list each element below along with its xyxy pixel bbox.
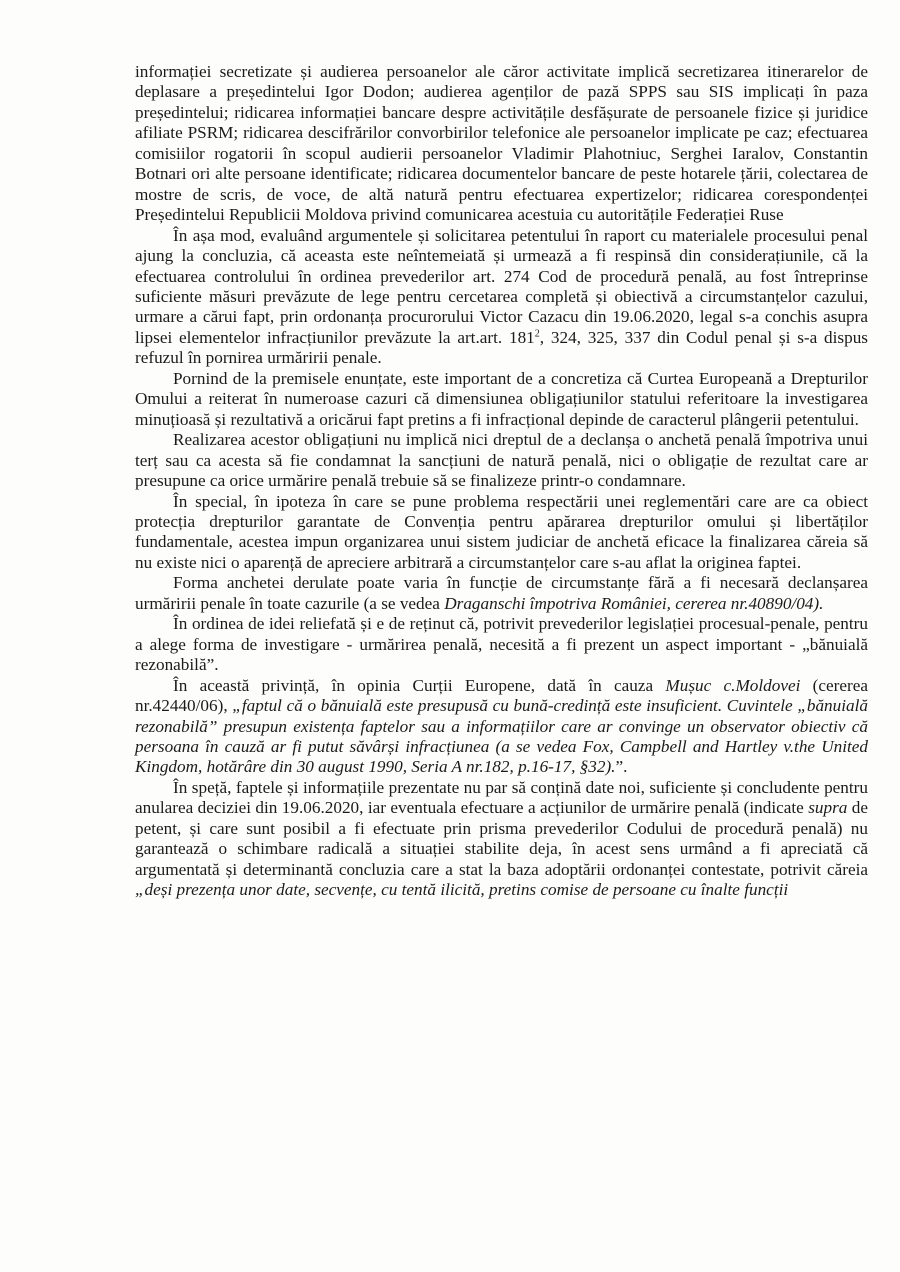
paragraph-text: informației secretizate și audierea persoanelor ale căror activitate implică secretizarea itinerarelor de deplasare a președintelui Igor Dodon; audierea agenților de pază SPPS sau SIS implicați în paza președintelui; ridicarea informației bancare despre activitățile desfășurate de persoanele fizice și juridice afiliate PSRM; ridicarea descifrărilor convorbirilor telefonice ale persoanelor implicate pe caz; efectuarea comisiilor rogatorii în scopul audierii persoanelor Vladimir Plahotniuc, Serghei Iaralov, Constantin Botnari ori alte persoane identificate; ridicarea documentelor bancare de peste hotarele țării, colectarea de mostre de scris, de voce, de altă natură pentru efectuarea expertizelor; ridicarea corespondenței Președintelui Republicii Moldova privind comunicarea acestuia cu autoritățile Federației Ruse bbox=[135, 62, 868, 225]
paragraph bbox=[135, 430, 868, 491]
italic-text: „deși prezența unor date, secvențe, cu tentă ilicită, pretins comise de persoane cu înalte funcții bbox=[135, 880, 789, 900]
paragraph-text: Pornind de la premisele enunțate, este important de a concretiza că Curtea Europeană a Drepturilor Omului a reiterat în numeroase cazuri că dimensiunea obligațiunilor statului referitoare la investigarea minuțioasă și rezultativă a oricărui fapt pretins a fi infracțional depinde de caracterul plângerii petentului. bbox=[135, 368, 868, 429]
paragraph-text: În speță, faptele și informațiile prezentate nu par să conțină date noi, suficiente și concludente pentru anularea deciziei din 19.06.2020, iar eventuala efectuare a acțiunilor de urmărire penală (indicate bbox=[135, 777, 868, 818]
paragraph-text: (cererea nr.42440/06), bbox=[135, 675, 868, 716]
paragraph-text: În această privință, în opinia Curții Europene, dată în cauza bbox=[173, 675, 666, 695]
italic-text: Mușuc c.Moldovei bbox=[665, 675, 801, 695]
paragraph-text: Forma anchetei derulate poate varia în funcție de circumstanțe fără a fi necesară declanșarea urmăririi penale în toate cazurile (a se vedea bbox=[135, 573, 868, 613]
paragraph-text: În așa mod, evaluând argumentele și solicitarea petentului în raport cu materialele procesului penal ajung la concluzia, că aceasta este neîntemeiată și urmează a fi respinsă din considerațiunile, că la efectuarea controlului în ordinea prevederilor art. 274 Cod de procedură penală, au fost întreprinse suficiente măsuri prevăzute de lege pentru cercetarea completă și obiectivă a circumstanțelor cazului, urmare a cărui fapt, prin ordonanța procurorului Victor Cazacu din 19.06.2020, legal s-a conchis asupra lipsei elementelor infracțiunilor prevăzute la art.art. 181 bbox=[135, 225, 868, 347]
paragraph bbox=[135, 226, 868, 369]
paragraph-text: În ordinea de idei reliefată și e de reținut că, potrivit prevederilor legislației procesual-penale, pentru a alege forma de investigare - urmărirea penală, necesită a fi prezent un aspect important - „bănuială rezonabilă”. bbox=[135, 614, 868, 675]
paragraph-text: ”. bbox=[615, 757, 628, 777]
paragraph-text: , 324, 325, 337 din Codul penal și s-a dispus refuzul în pornirea urmăririi penale. bbox=[135, 327, 868, 368]
italic-text: Draganschi împotriva României, cererea nr.40890/04). bbox=[444, 593, 824, 613]
document-body bbox=[135, 62, 868, 901]
paragraph-text: de petent, și care sunt posibil a fi efectuate prin prisma prevederilor Codului de procedură penală) nu garantează o schimbare radicală a situației stabilite deja, în acest sens urmând a fi apreciată că argumentată și determinantă concluzia care a stat la baza adoptării ordonanței contestate, potrivit căreia bbox=[135, 798, 868, 879]
paragraph bbox=[135, 778, 868, 901]
paragraph bbox=[135, 369, 868, 430]
paragraph bbox=[135, 62, 868, 226]
paragraph bbox=[135, 676, 868, 778]
superscript: 2 bbox=[534, 328, 540, 340]
paragraph bbox=[135, 492, 868, 574]
paragraph-text: Realizarea acestor obligațiuni nu implică nici dreptul de a declanșa o anchetă penală împotriva unui terț sau ca acesta să fie condamnat la sancțiuni de natură penală, nici o obligație de rezultat care ar presupune ca orice urmărire penală trebuie să se finalizeze printr-o condamnare. bbox=[135, 430, 868, 491]
italic-text: supra bbox=[808, 798, 848, 818]
paragraph bbox=[135, 614, 868, 675]
paragraph-text: În special, în ipoteza în care se pune problema respectării unei reglementări care are ca obiect protecția drepturilor garantate de Convenția pentru apărarea drepturilor omului și libertăților fundamentale, acestea impun organizarea unui sistem judiciar de anchetă eficace la finalizarea căreia să nu existe nici o aparență de apreciere arbitrară a circumstanțelor care s-au aflat la originea faptei. bbox=[135, 491, 868, 572]
italic-text: „faptul că o bănuială este presupusă cu bună-credință este insuficient. Cuvintele „bănuială rezonabilă” presupun existența faptelor sau a informațiilor care ar convinge un observator obiectiv că persoana în cauză ar fi putut săvârși infracțiunea (a se vedea Fox, Campbell and Hartley v.the United Kingdom, hotărâre din 30 august 1990, Seria A nr.182, p.16-17, §32). bbox=[135, 696, 868, 777]
paragraph bbox=[135, 573, 868, 614]
